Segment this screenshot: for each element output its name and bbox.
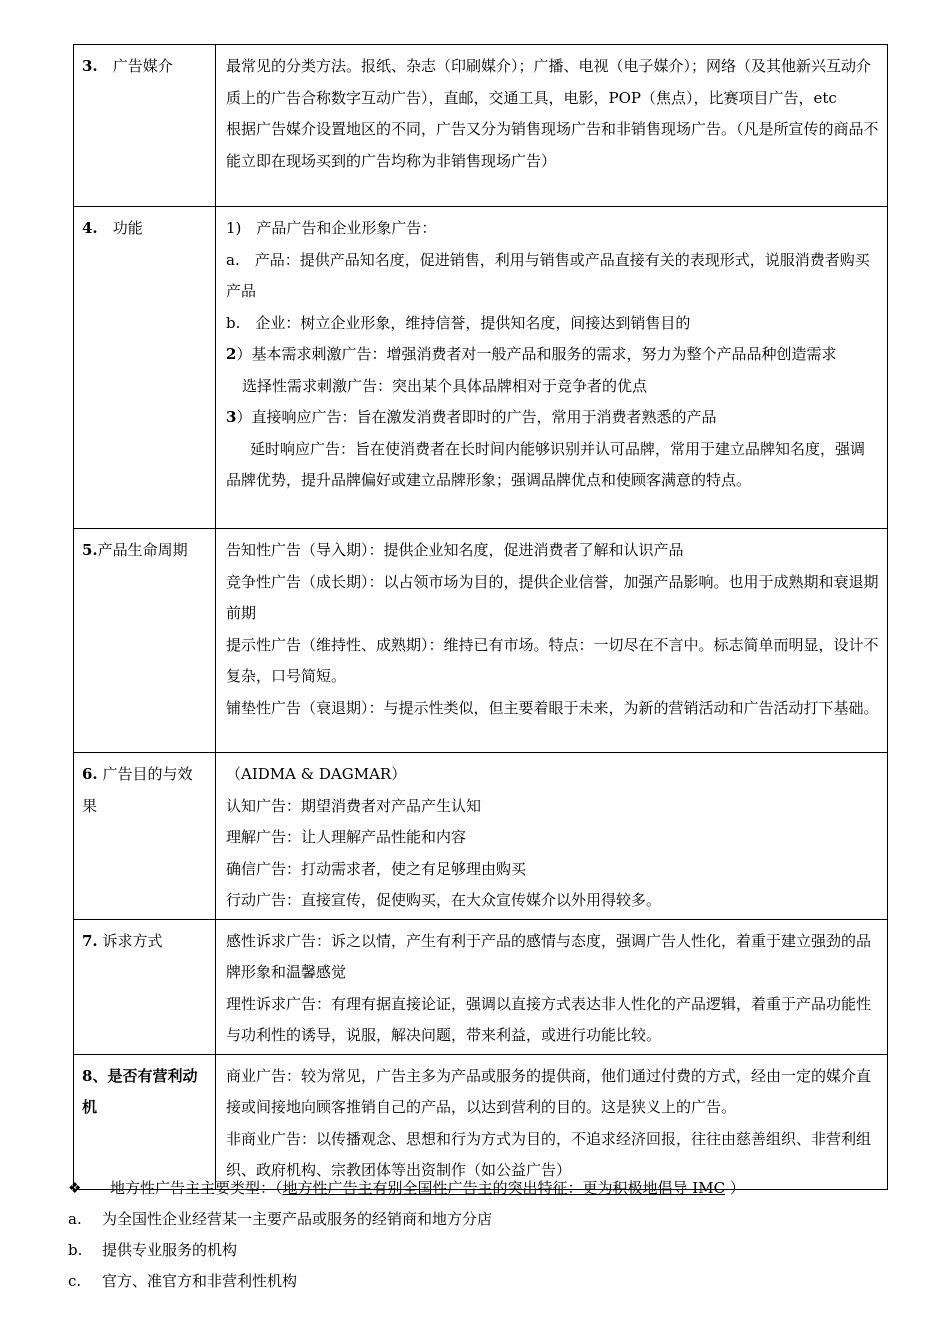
content-line: 铺垫性广告（衰退期）：与提示性类似，但主要着眼于未来，为新的营销活动和广告活动打下基础。 bbox=[226, 698, 879, 717]
content-line: 商业广告：较为常见，广告主多为产品或服务的提供商，他们通过付费的方式，经由一定的媒介直接或间接地向顾客推销自己的产品，以达到营利的目的。这是狭义上的广告。 bbox=[226, 1066, 872, 1116]
row-title: 广告目的与效果 bbox=[82, 765, 193, 815]
row-content bbox=[216, 1054, 888, 1189]
list-text: 官方、准官方和非营利性机构 bbox=[102, 1272, 298, 1290]
content-line: 最常见的分类方法。报纸、杂志（印刷媒介）；广播、电视（电子媒介）；网络（及其他新兴互动介质上的广告合称数字互动广告），直邮，交通工具，电影，POP（焦点），比赛项目广告，etc bbox=[226, 57, 872, 107]
row-header bbox=[74, 207, 216, 529]
list-item bbox=[68, 1235, 898, 1266]
content-line bbox=[226, 402, 879, 434]
row-number: 5. bbox=[82, 541, 98, 559]
item-text: ）直接响应广告：旨在激发消费者即时的广告，常用于消费者熟悉的产品 bbox=[236, 408, 717, 426]
item-number: 3 bbox=[226, 408, 237, 426]
row-header bbox=[74, 45, 216, 207]
row-content bbox=[216, 919, 888, 1054]
content-line: 理性诉求广告：有理有据直接论证，强调以直接方式表达非人性化的产品逻辑，着重于产品功能性与功利性的诱导，说服，解决问题，带来利益，或进行功能比较。 bbox=[226, 994, 872, 1044]
heading-close: ） bbox=[725, 1179, 745, 1197]
row-number: 8 bbox=[82, 1066, 93, 1085]
content-line: （AIDMA & DAGMAR） bbox=[226, 765, 407, 783]
content-line: 告知性广告（导入期）：提供企业知名度，促进消费者了解和认识产品 bbox=[226, 541, 684, 559]
table-row bbox=[74, 919, 888, 1054]
row-content bbox=[216, 529, 888, 753]
item-number: 2 bbox=[226, 345, 237, 363]
section-heading bbox=[68, 1173, 898, 1204]
table-row bbox=[74, 207, 888, 529]
list-item bbox=[68, 1204, 898, 1235]
table-row bbox=[74, 1054, 888, 1189]
table-row bbox=[74, 753, 888, 920]
content-line: 非商业广告：以传播观念、思想和行为方式为目的，不追求经济回报，往往由慈善组织、非营利组织、政府机构、宗教团体等出资制作（如公益广告） bbox=[226, 1129, 872, 1179]
row-number: 7. bbox=[82, 931, 98, 950]
list-label: a. bbox=[68, 1210, 82, 1228]
row-title: 广告媒介 bbox=[112, 57, 173, 75]
row-number: 3. bbox=[82, 57, 98, 75]
content-line: 理解广告：让人理解产品性能和内容 bbox=[226, 828, 467, 846]
list-label: b. bbox=[68, 1241, 83, 1259]
diamond-bullet-icon: ❖ bbox=[68, 1179, 82, 1197]
row-number: 6. bbox=[82, 765, 98, 783]
row-title: 产品生命周期 bbox=[97, 541, 188, 559]
row-header bbox=[74, 919, 216, 1054]
content-line: 确信广告：打动需求者，使之有足够理由购买 bbox=[226, 859, 527, 878]
row-header bbox=[74, 1054, 216, 1189]
heading-text: 地方性广告主主要类型：（ bbox=[110, 1179, 283, 1197]
table-row bbox=[74, 529, 888, 753]
content-line: 1) 产品广告和企业形象广告： bbox=[226, 219, 437, 237]
content-line: 行动广告：直接宣传，促使购买，在大众宣传媒介以外用得较多。 bbox=[226, 891, 662, 909]
row-content bbox=[216, 45, 888, 207]
list-label: c. bbox=[68, 1272, 82, 1290]
row-title: 诉求方式 bbox=[102, 931, 163, 950]
ad-classification-table bbox=[73, 44, 888, 1190]
content-line: 根据广告媒介设置地区的不同，广告又分为销售现场广告和非销售现场广告。（凡是所宣传的商品不能立即在现场买到的广告均称为非销售现场广告） bbox=[226, 120, 879, 170]
content-line: 感性诉求广告：诉之以情，产生有利于产品的感情与态度，强调广告人性化，着重于建立强劲的品牌形象和温馨感觉 bbox=[226, 931, 872, 981]
row-header bbox=[74, 529, 216, 753]
row-number: 4. bbox=[82, 219, 98, 237]
list-text: 提供专业服务的机构 bbox=[102, 1241, 238, 1259]
row-header bbox=[74, 753, 216, 920]
content-line: 认知广告：期望消费者对产品产生认知 bbox=[226, 796, 482, 815]
content-line: b. 企业：树立企业形象，维持信誉，提供知名度，间接达到销售目的 bbox=[226, 313, 691, 332]
item-text: 延时响应广告：旨在使消费者在长时间内能够识别并认可品牌，常用于建立品牌知名度，强调品牌优势，提升品牌偏好或建立品牌形象；强调品牌优点和使顾客满意的特点。 bbox=[226, 439, 866, 489]
local-advertiser-section bbox=[68, 1173, 898, 1297]
row-content bbox=[216, 753, 888, 920]
list-item bbox=[68, 1266, 898, 1297]
content-line bbox=[226, 434, 879, 497]
content-line bbox=[226, 339, 879, 371]
row-title: 、是否有营利动机 bbox=[82, 1066, 198, 1116]
row-title: 功能 bbox=[112, 219, 143, 237]
item-text: ）基本需求刺激广告：增强消费者对一般产品和服务的需求，努力为整个产品品种创造需求 bbox=[236, 345, 837, 363]
content-line: 选择性需求刺激广告：突出某个具体品牌相对于竞争者的优点 bbox=[242, 376, 648, 395]
content-line: 竞争性广告（成长期）：以占领市场为目的，提供企业信誉，加强产品影响。也用于成熟期和衰退期前期 bbox=[226, 572, 879, 622]
table-row bbox=[74, 45, 888, 207]
content-line: 提示性广告（维持性、成熟期）：维持已有市场。特点：一切尽在不言中。标志简单而明显，设计不复杂，口号简短。 bbox=[226, 635, 879, 685]
row-content bbox=[216, 207, 888, 529]
list-text: 为全国性企业经营某一主要产品或服务的经销商和地方分店 bbox=[102, 1210, 493, 1228]
content-line: a. 产品：提供产品知名度，促进销售，利用与销售或产品直接有关的表现形式，说服消费者购买产品 bbox=[226, 250, 870, 300]
underlined-note: 地方性广告主有别全国性广告主的突出特征：更为积极地倡导 IMC bbox=[282, 1179, 726, 1197]
